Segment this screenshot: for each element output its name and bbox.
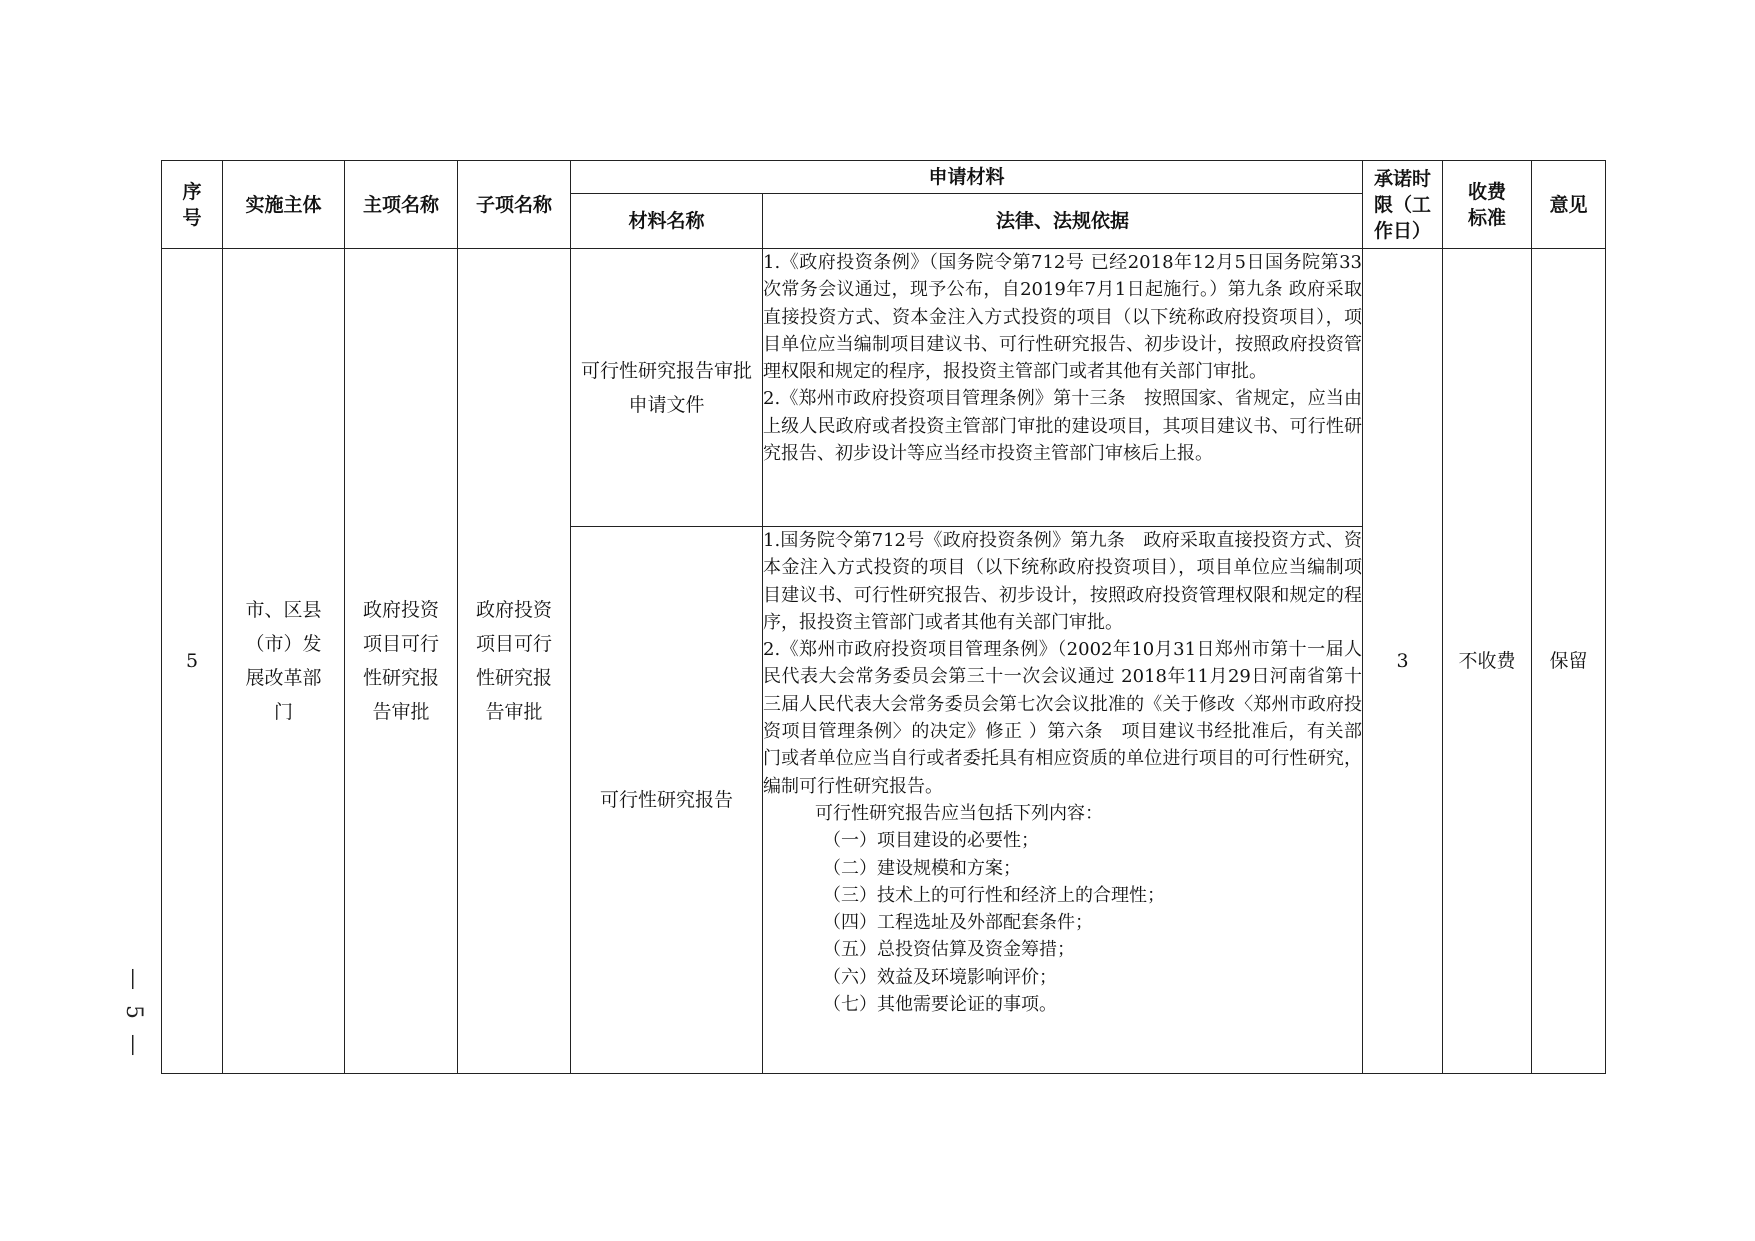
- legal-basis-list-item: （五）总投资估算及资金筹措；: [823, 939, 1075, 961]
- header-legal-basis: 法律、法规依据: [763, 194, 1363, 249]
- header-seq: 序号: [162, 161, 223, 249]
- approval-items-table: [161, 160, 1606, 1074]
- header-fee: 收费标准: [1443, 161, 1532, 249]
- cell-subject: 市、区县（市）发展改革部门: [223, 249, 345, 1074]
- header-material-name: 材料名称: [571, 194, 763, 249]
- table-row: [162, 249, 1606, 527]
- header-subject: 实施主体: [223, 161, 345, 249]
- legal-basis-list-item: （六）效益及环境影响评价；: [823, 966, 1057, 988]
- cell-legal-basis-2: [763, 527, 1363, 1074]
- legal-basis-paragraph: 可行性研究报告应当包括下列内容：: [815, 802, 1103, 824]
- legal-basis-paragraph: 2.《郑州市政府投资项目管理条例》（2002年10月31日郑州市第十一届人民代表大会常务委员会第三十一次会议通过 2018年11月29日河南省第十三届人民代表大会常务委员会第七次会议批准的《关于修改〈郑州市政府投资项目管理条例〉的决定》修正 ）第六条 项目建议书经批准后，有关部门或者单位应当自行或者委托具有相应资质的单位进行项目的可行性研究，编制可行性研究报告。: [763, 639, 1363, 797]
- header-time-limit: 承诺时限（工作日）: [1363, 161, 1443, 249]
- legal-basis-paragraph: 1.国务院令第712号《政府投资条例》第九条 政府采取直接投资方式、资本金注入方式投资的项目（以下统称政府投资项目），项目单位应当编制项目建议书、可行性研究报告、初步设计，按照政府投资管理权限和规定的程序，报投资主管部门或者其他有关部门审批。: [763, 530, 1363, 633]
- cell-opinion: 保留: [1532, 249, 1606, 1074]
- cell-seq: 5: [162, 249, 223, 1074]
- cell-material-name-2: 可行性研究报告: [571, 527, 763, 1074]
- cell-time-limit: 3: [1363, 249, 1443, 1074]
- legal-basis-paragraph: 1.《政府投资条例》（国务院令第712号 已经2018年12月5日国务院第33次常务会议通过，现予公布，自2019年7月1日起施行。）第九条 政府采取直接投资方式、资本金注入方式投资的项目（以下统称政府投资项目），项目单位应当编制项目建议书、可行性研究报告、初步设计，按照政府投资管理权限和规定的程序，报投资主管部门或者其他有关部门审批。: [763, 252, 1363, 383]
- page-number: — 5 —: [121, 968, 146, 1060]
- cell-material-name-1: 可行性研究报告审批申请文件: [571, 249, 763, 527]
- header-main-item: 主项名称: [345, 161, 458, 249]
- cell-main-item: 政府投资项目可行性研究报告审批: [345, 249, 458, 1074]
- cell-legal-basis-1: [763, 249, 1363, 527]
- header-sub-item: 子项名称: [458, 161, 571, 249]
- legal-basis-list-item: （二）建设规模和方案；: [823, 857, 1021, 879]
- legal-basis-paragraph: 2.《郑州市政府投资项目管理条例》第十三条 按照国家、省规定，应当由上级人民政府或者投资主管部门审批的建设项目，其项目建议书、可行性研究报告、初步设计等应当经市投资主管部门审核后上报。: [763, 388, 1363, 465]
- cell-fee: 不收费: [1443, 249, 1532, 1074]
- cell-sub-item: 政府投资项目可行性研究报告审批: [458, 249, 571, 1074]
- legal-basis-list-item: （四）工程选址及外部配套条件；: [823, 912, 1093, 934]
- legal-basis-list-item: （一）项目建设的必要性；: [823, 830, 1039, 852]
- header-opinion: 意见: [1532, 161, 1606, 249]
- legal-basis-list-item: （七）其他需要论证的事项。: [823, 994, 1057, 1016]
- header-materials-group: 申请材料: [571, 161, 1363, 194]
- legal-basis-list-item: （三）技术上的可行性和经济上的合理性；: [823, 884, 1165, 906]
